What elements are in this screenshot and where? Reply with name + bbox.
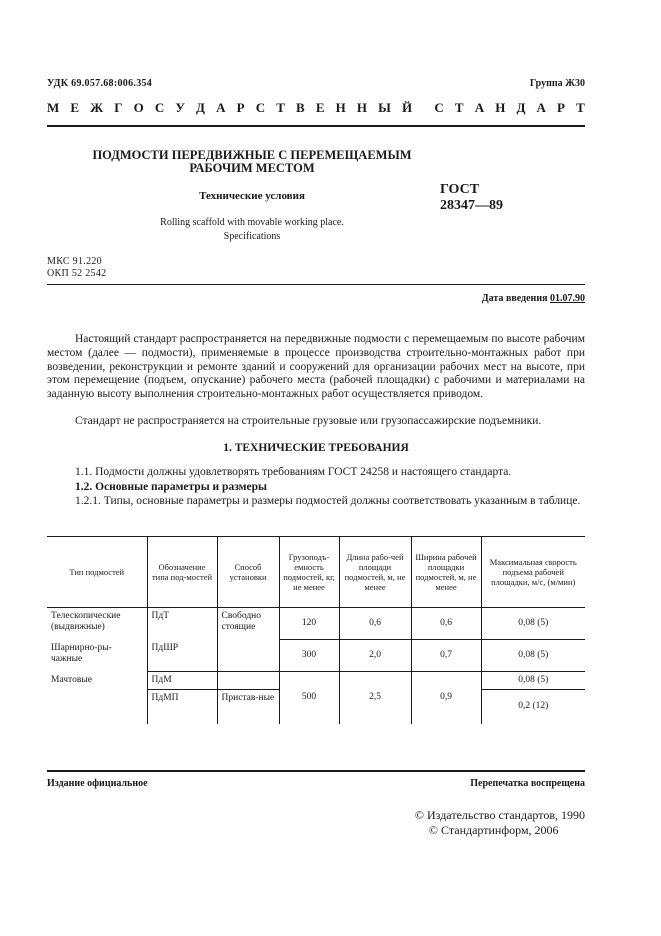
gost-label: ГОСТ (440, 182, 480, 197)
gost-designation (440, 182, 540, 214)
mks-code: МКС 91.220 (47, 256, 102, 267)
cell-width: 0,7 (411, 640, 481, 672)
standard-heading-letter: Н (356, 100, 367, 115)
header-type: Тип подмостей (47, 537, 147, 608)
paragraph-1-2: 1.2. Основные параметры и размеры (75, 481, 267, 493)
standard-heading-letter: В (296, 100, 305, 115)
group-code: Группа Ж30 (529, 78, 585, 89)
udk-code: УДК 69.057.68:006.354 (47, 78, 153, 89)
copyright-line-2: © Стандартинформ, 2006 (428, 823, 559, 837)
official-edition: Издание официальное (47, 778, 148, 789)
top-rule (47, 125, 585, 127)
table-row (47, 672, 585, 690)
standard-heading-letter: Ж (90, 100, 104, 115)
paragraph-scope: Настоящий стандарт распространяется на передвижные подмости с перемещаемым по высоте рабочим местом (далее — подмости), применяемые в процессе производства строительно-монтажных работ при возведении, реконструкции и ремонте зданий и сооружений для организации рабочих мест на высоте, при этом перемещение (подъем, опускание) рабочего места (рабочей площадки) с рабочими и материалами на заданную высоту выполнения строительно-монтажных работ осуществляется приводом. (47, 333, 585, 401)
title-line-1: ПОДМОСТИ ПЕРЕДВИЖНЫЕ С ПЕРЕМЕЩАЕМЫМ (92, 148, 412, 162)
interstate-standard-heading (47, 100, 585, 116)
section-heading: 1. ТЕХНИЧЕСКИЕ ТРЕБОВАНИЯ (223, 442, 409, 454)
standard-heading-letter: У (175, 100, 185, 115)
cell-capacity: 500 (279, 672, 339, 724)
paragraph-1-2-1: 1.2.1. Типы, основные параметры и размеры подмостей должны соответствовать указанным в таблице. (75, 495, 581, 507)
cell-mount: Пристав-ные (217, 690, 279, 724)
english-title (78, 216, 426, 244)
cell-length: 2,0 (339, 640, 411, 672)
cell-code: ПдШР (147, 640, 217, 672)
cell-type: Мачтовые (51, 674, 92, 685)
standard-heading-letter: Т (576, 100, 585, 115)
standard-heading-letter: Р (557, 100, 565, 115)
cell-speed: 0,08 (5) (481, 672, 585, 690)
classification-codes (47, 256, 106, 280)
standard-heading-letter: Т (276, 100, 285, 115)
standard-heading-letter: А (536, 100, 546, 115)
header-width: Ширина рабочей площадки подмостей, м, не менее (411, 537, 481, 608)
cell-mount (217, 672, 279, 690)
standard-heading-letter: Д (516, 100, 526, 115)
header-code: Обозначение типа под-мостей (147, 537, 217, 608)
copyright (415, 808, 585, 838)
okp-code: ОКП 52 2542 (47, 268, 107, 279)
title-line-2: РАБОЧИМ МЕСТОМ (189, 161, 315, 175)
paragraph-exclusion: Стандарт не распространяется на строительные грузовые или грузопассажирские подъемники. (75, 415, 542, 427)
introduction-date (482, 293, 585, 304)
gost-number: 28347—89 (440, 198, 503, 213)
english-title-line-1: Rolling scaffold with movable working place. (160, 217, 344, 228)
header-capacity: Грузоподъ-емность подмостей, кг, не менее (279, 537, 339, 608)
cell-code: ПдМП (147, 690, 217, 724)
date-label: Дата введения (481, 293, 548, 304)
cell-speed: 0,08 (5) (481, 608, 585, 640)
header-length: Длина рабо-чей площади подмостей, м, не менее (339, 537, 411, 608)
middle-rule (47, 284, 585, 285)
standard-heading-letter: М (47, 100, 60, 115)
cell-capacity: 300 (279, 640, 339, 672)
cell-width: 0,9 (411, 672, 481, 724)
cell-speed: 0,08 (5) (481, 640, 585, 672)
cell-mount: Свободно стоящие (217, 608, 279, 672)
bottom-rule (47, 770, 585, 772)
header-speed: Максимальная скорость подъема рабочей площадки, м/с, (м/мин) (481, 537, 585, 608)
copyright-line-1: © Издательство стандартов, 1990 (414, 808, 585, 822)
date-value: 01.07.90 (550, 293, 585, 304)
standard-heading-letter: Е (70, 100, 80, 115)
table-row (47, 608, 585, 640)
standard-heading-letter: О (133, 100, 144, 115)
english-title-line-2: Specifications (223, 231, 281, 242)
cell-length: 2,5 (339, 672, 411, 724)
standard-heading-letter: Н (495, 100, 506, 115)
standard-heading-letter: С (255, 100, 266, 115)
cell-type: Шарнирно-ры-чажные (51, 642, 112, 664)
standard-heading-letter: С (154, 100, 165, 115)
table-row (47, 640, 585, 672)
standard-heading-letter: Д (196, 100, 205, 115)
parameters-table (47, 536, 585, 724)
cell-type (47, 690, 147, 724)
standard-heading-letter: А (216, 100, 226, 115)
cell-code: ПдМ (147, 672, 217, 690)
cell-type: Телескопические (выдвижные) (51, 611, 121, 632)
standard-heading-letter: С (434, 100, 444, 115)
document-title (78, 149, 426, 175)
standard-heading-letter: Н (335, 100, 346, 115)
cell-speed: 0,2 (12) (481, 690, 585, 724)
standard-heading-letter: Г (114, 100, 123, 115)
standard-heading-letter: Р (236, 100, 245, 115)
standard-heading-letter: Е (315, 100, 325, 115)
paragraph-1-1: 1.1. Подмости должны удовлетворять требованиям ГОСТ 24258 и настоящего стандарта. (75, 466, 512, 478)
reprint-prohibited: Перепечатка воспрещена (470, 778, 585, 789)
standard-heading-letter: Ы (378, 100, 391, 115)
cell-capacity: 120 (279, 608, 339, 640)
header-mount: Способ установки (217, 537, 279, 608)
cell-code: ПдТ (147, 608, 217, 640)
standard-heading-letter: А (474, 100, 485, 115)
table-header-row (47, 537, 585, 608)
cell-length: 0,6 (339, 608, 411, 640)
standard-heading-letter: Т (454, 100, 464, 115)
standard-heading-letter: Й (402, 100, 413, 115)
document-subtitle: Технические условия (199, 190, 305, 202)
cell-width: 0,6 (411, 608, 481, 640)
